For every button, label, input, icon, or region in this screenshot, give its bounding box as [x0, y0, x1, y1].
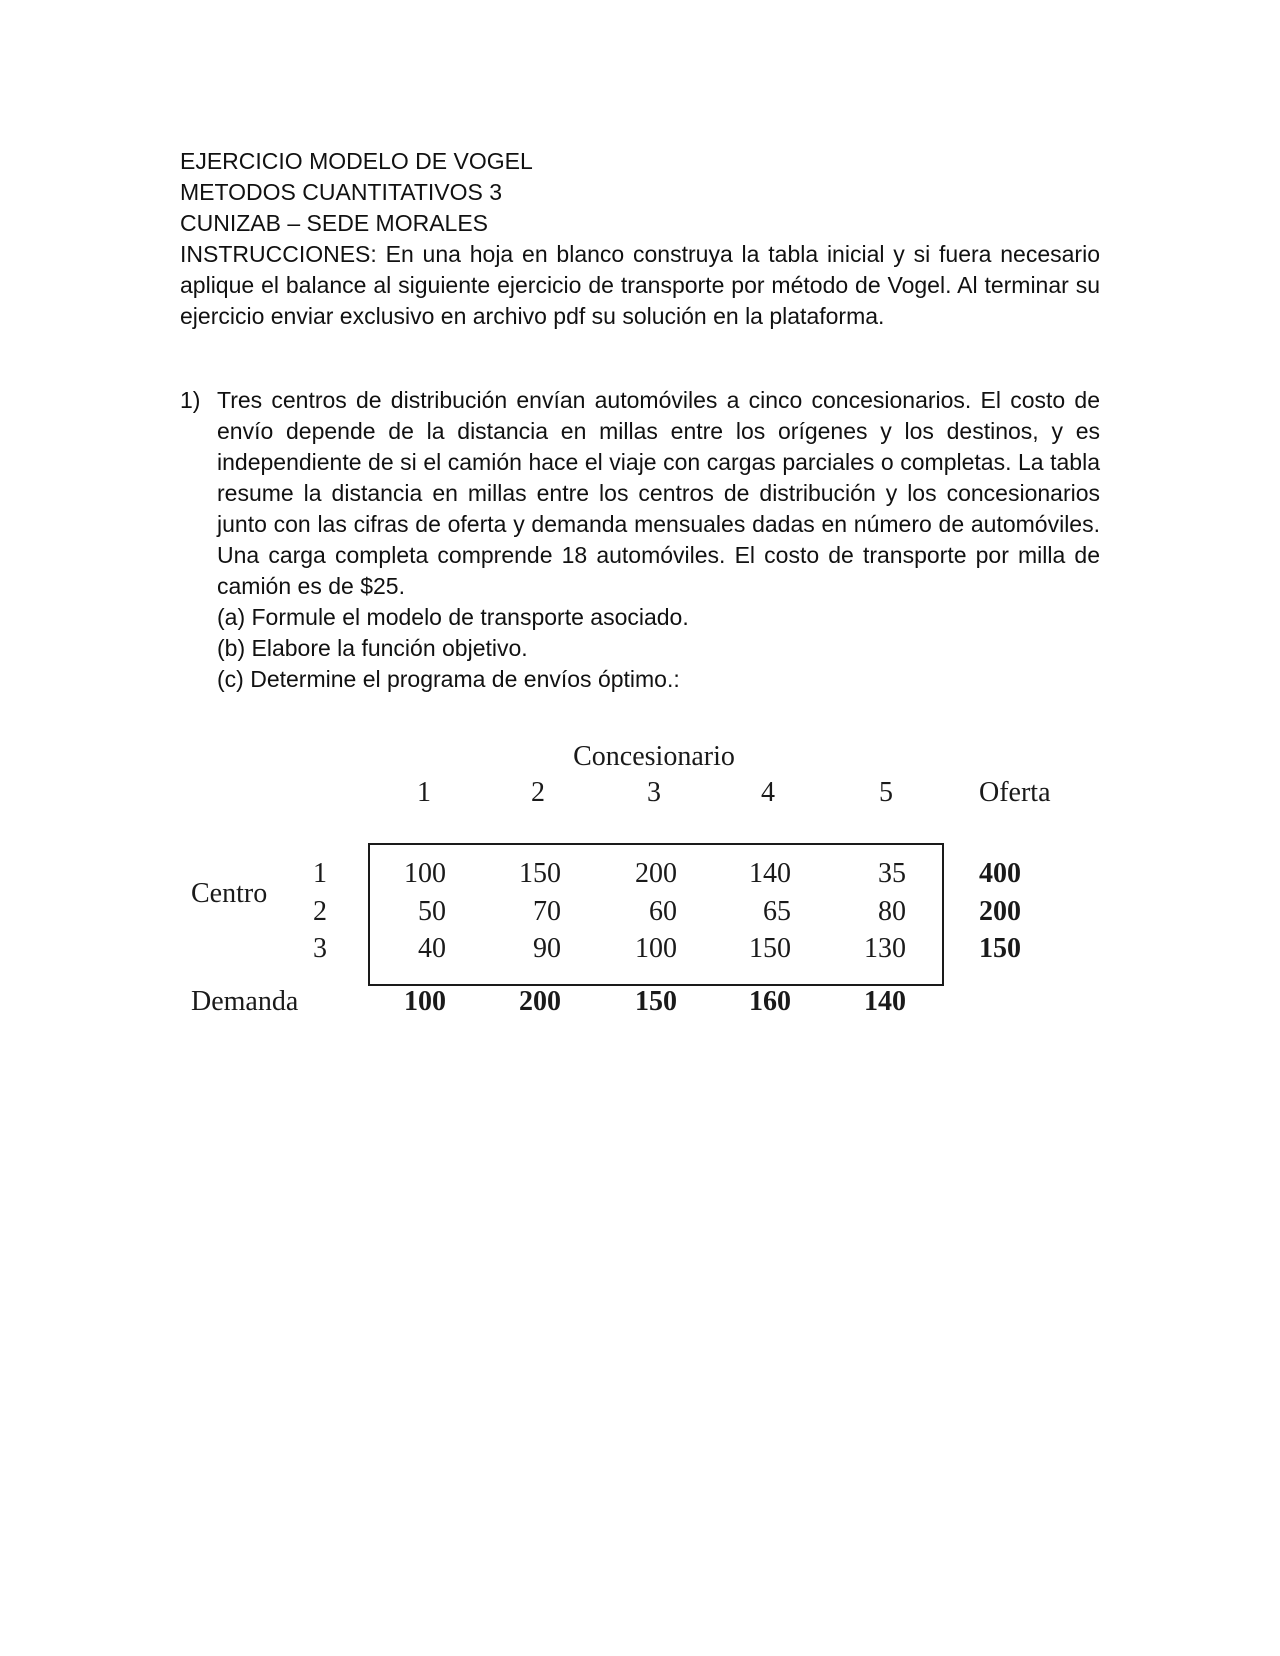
- cost-cell-1-3: 200: [635, 858, 677, 889]
- column-header-5: 5: [879, 777, 893, 808]
- demand-value-2: 200: [519, 986, 561, 1017]
- cost-cell-3-4: 150: [749, 933, 791, 964]
- cost-cell-3-2: 90: [533, 933, 561, 964]
- demand-value-1: 100: [404, 986, 446, 1017]
- supply-header: Oferta: [979, 777, 1051, 808]
- cost-cell-1-4: 140: [749, 858, 791, 889]
- demand-value-5: 140: [864, 986, 906, 1017]
- document-title: EJERCICIO MODELO DE VOGEL: [180, 148, 533, 174]
- question-number: 1): [180, 387, 201, 413]
- supply-value-2: 200: [979, 896, 1021, 927]
- question-item-c: (c) Determine el programa de envíos óptimo.:: [217, 666, 680, 692]
- cost-cell-2-1: 50: [418, 896, 446, 927]
- table-title: Concesionario: [573, 741, 735, 772]
- question-text: Tres centros de distribución envían automóviles a cinco concesionarios. El costo de envío depende de la distancia en millas entre los orígenes y los destinos, y es independiente de si el camión hace el viaje con cargas parciales o completas. La tabla resume la distancia en millas entre los centros de distribución y los concesionarios junto con las cifras de oferta y demanda mensuales dadas en número de automóviles. Una carga completa comprende 18 automóviles. El costo de transporte por milla de camión es de $25.: [217, 387, 1100, 599]
- question-item-b: (b) Elabore la función objetivo.: [217, 635, 528, 661]
- cost-cell-1-1: 100: [404, 858, 446, 889]
- cost-cell-3-1: 40: [418, 933, 446, 964]
- institution-name: CUNIZAB – SEDE MORALES: [180, 210, 489, 236]
- column-header-3: 3: [647, 777, 661, 808]
- instructions-paragraph: INSTRUCCIONES: En una hoja en blanco construya la tabla inicial y si fuera necesario aplique el balance al siguiente ejercicio de transporte por método de Vogel. Al terminar su ejercicio enviar exclusivo en archivo pdf su solución en la plataforma.: [180, 241, 1100, 329]
- row-label-2: 2: [313, 896, 327, 927]
- course-name: METODOS CUANTITATIVOS 3: [180, 179, 503, 205]
- cost-cell-3-5: 130: [864, 933, 906, 964]
- supply-value-3: 150: [979, 933, 1021, 964]
- column-header-1: 1: [417, 777, 431, 808]
- demand-value-4: 160: [749, 986, 791, 1017]
- cost-cell-1-5: 35: [878, 858, 906, 889]
- cost-cell-3-3: 100: [635, 933, 677, 964]
- row-label-1: 1: [313, 858, 327, 889]
- row-group-label: Centro: [191, 878, 268, 909]
- cost-cell-2-2: 70: [533, 896, 561, 927]
- cost-cell-1-2: 150: [519, 858, 561, 889]
- column-header-2: 2: [531, 777, 545, 808]
- cost-cell-2-3: 60: [649, 896, 677, 927]
- question-item-a: (a) Formule el modelo de transporte asociado.: [217, 604, 689, 630]
- cost-cell-2-5: 80: [878, 896, 906, 927]
- cost-cell-2-4: 65: [763, 896, 791, 927]
- column-header-4: 4: [761, 777, 775, 808]
- demand-label: Demanda: [191, 986, 299, 1017]
- supply-value-1: 400: [979, 858, 1021, 889]
- demand-value-3: 150: [635, 986, 677, 1017]
- row-label-3: 3: [313, 933, 327, 964]
